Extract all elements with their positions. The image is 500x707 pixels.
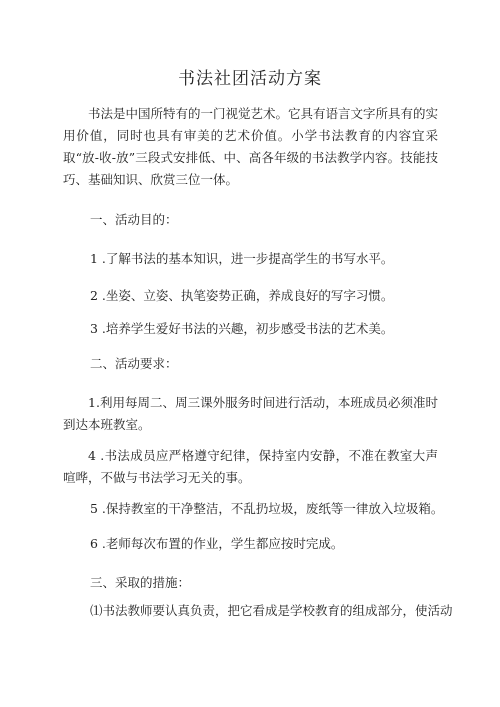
purpose-item-3: 3 .培养学生爱好书法的兴趣，初步感受书法的艺术美。 [90, 321, 394, 336]
requirement-item-6: 6 .老师每次布置的作业，学生都应按时完成。 [90, 536, 344, 551]
purpose-item-1: 1 .了解书法的基本知识，进一步提高学生的书写水平。 [90, 251, 394, 266]
intro-paragraph: 书法是中国所特有的一门视觉艺术。它具有语言文字所具有的实用价值，同时也具有审美的艺术价值。小学书法教育的内容宜采取“放-收-放”三段式安排低、中、高各年级的书法教学内容。技能技巧、基础知识、欣赏三位一体。 [63, 106, 439, 187]
measure-item-1: ⑴书法教师要认真负责，把它看成是学校教育的组成部分，使活动 [90, 603, 453, 618]
requirement-item-5: 5 .保持教室的干净整洁，不乱扔垃圾，废纸等一律放入垃圾箱。 [90, 501, 444, 516]
section-heading-requirements: 二、活动要求： [90, 356, 178, 371]
requirement-item-1: 1.利用每周二、周三课外服务时间进行活动，本班成员必须准时到达本班教室。 [63, 395, 438, 432]
section-heading-purpose: 一、活动目的： [90, 212, 178, 227]
section-heading-measures: 三、采取的措施： [90, 575, 191, 590]
purpose-item-2: 2 .坐姿、立姿、执笔姿势正确，养成良好的写字习惯。 [90, 288, 394, 303]
document-title: 书法社团活动方案 [178, 69, 322, 89]
requirement-item-4: 4 .书法成员应严格遵守纪律，保持室内安静，不准在教室大声喧哗，不做与书法学习无关的事。 [63, 448, 438, 485]
